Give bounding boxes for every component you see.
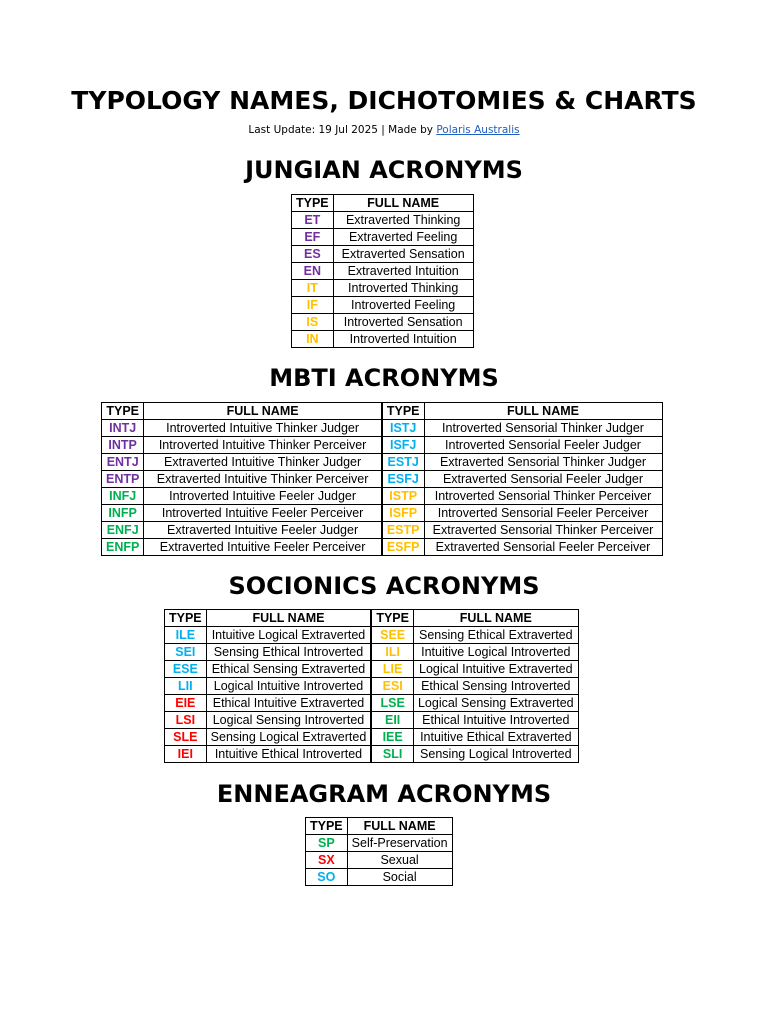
full-name: Self-Preservation xyxy=(347,835,452,852)
full-name: Extraverted Sensorial Thinker Judger xyxy=(424,454,662,471)
table-row xyxy=(165,729,579,746)
full-name: Intuitive Logical Introverted xyxy=(413,644,578,661)
type-code: LIE xyxy=(371,661,413,678)
full-name: Ethical Intuitive Extraverted xyxy=(206,695,371,712)
type-code: SP xyxy=(306,835,348,852)
full-name: Sensing Ethical Introverted xyxy=(206,644,371,661)
full-name: Sensing Ethical Extraverted xyxy=(413,627,578,644)
update-line xyxy=(0,124,768,136)
full-name: Intuitive Ethical Extraverted xyxy=(413,729,578,746)
enneagram-title: ENNEAGRAM ACRONYMS xyxy=(216,780,552,808)
full-name: Extraverted Sensorial Feeler Perceiver xyxy=(424,539,662,556)
table-header-row xyxy=(306,818,453,835)
full-name: Introverted Sensorial Feeler Perceiver xyxy=(424,505,662,522)
type-code: ES xyxy=(292,246,334,263)
header-type: TYPE xyxy=(102,403,144,420)
type-code: IF xyxy=(292,297,334,314)
full-name: Extraverted Sensation xyxy=(333,246,473,263)
type-code: EF xyxy=(292,229,334,246)
full-name: Extraverted Intuitive Thinker Judger xyxy=(144,454,382,471)
full-name: Intuitive Logical Extraverted xyxy=(206,627,371,644)
full-name: Logical Sensing Introverted xyxy=(206,712,371,729)
full-name: Introverted Intuitive Thinker Perceiver xyxy=(144,437,382,454)
enneagram-table xyxy=(305,817,453,886)
table-row xyxy=(165,661,579,678)
table-row xyxy=(102,437,663,454)
full-name: Introverted Intuitive Feeler Judger xyxy=(144,488,382,505)
type-code: ILI xyxy=(371,644,413,661)
table-row xyxy=(165,627,579,644)
table-row xyxy=(102,420,663,437)
type-code: SO xyxy=(306,869,348,886)
type-code: ESTP xyxy=(382,522,424,539)
header-full-name: FULL NAME xyxy=(347,818,452,835)
table-row xyxy=(292,212,474,229)
type-code: ESTJ xyxy=(382,454,424,471)
header-type: TYPE xyxy=(165,610,207,627)
full-name: Logical Intuitive Extraverted xyxy=(413,661,578,678)
type-code: ET xyxy=(292,212,334,229)
header-type: TYPE xyxy=(382,403,424,420)
full-name: Social xyxy=(347,869,452,886)
table-row xyxy=(292,229,474,246)
type-code: ENFJ xyxy=(102,522,144,539)
type-code: EIE xyxy=(165,695,207,712)
mbti-table xyxy=(101,402,663,556)
table-row xyxy=(306,835,453,852)
full-name: Introverted Sensorial Feeler Judger xyxy=(424,437,662,454)
full-name: Introverted Feeling xyxy=(333,297,473,314)
table-row xyxy=(165,678,579,695)
update-text: Last Update: 19 Jul 2025 | Made by xyxy=(248,124,437,136)
type-code: SEI xyxy=(165,644,207,661)
full-name: Introverted Intuitive Thinker Judger xyxy=(144,420,382,437)
table-row xyxy=(165,644,579,661)
header-full-name: FULL NAME xyxy=(144,403,382,420)
type-code: IEE xyxy=(371,729,413,746)
full-name: Extraverted Feeling xyxy=(333,229,473,246)
type-code: INFJ xyxy=(102,488,144,505)
type-code: EN xyxy=(292,263,334,280)
full-name: Extraverted Intuition xyxy=(333,263,473,280)
type-code: INFP xyxy=(102,505,144,522)
type-code: LII xyxy=(165,678,207,695)
table-row xyxy=(165,695,579,712)
type-code: IS xyxy=(292,314,334,331)
page-title: TYPOLOGY NAMES, DICHOTOMIES & CHARTS xyxy=(71,86,697,115)
header-type: TYPE xyxy=(292,195,334,212)
header-full-name: FULL NAME xyxy=(333,195,473,212)
full-name: Sexual xyxy=(347,852,452,869)
type-code: SX xyxy=(306,852,348,869)
type-code: INTP xyxy=(102,437,144,454)
table-row xyxy=(102,505,663,522)
type-code: ENFP xyxy=(102,539,144,556)
full-name: Ethical Intuitive Introverted xyxy=(413,712,578,729)
type-code: ISFJ xyxy=(382,437,424,454)
table-row xyxy=(306,869,453,886)
table-row xyxy=(292,314,474,331)
type-code: EII xyxy=(371,712,413,729)
header-type: TYPE xyxy=(306,818,348,835)
full-name: Extraverted Intuitive Thinker Perceiver xyxy=(144,471,382,488)
header-full-name: FULL NAME xyxy=(413,610,578,627)
full-name: Ethical Sensing Extraverted xyxy=(206,661,371,678)
table-row xyxy=(306,852,453,869)
type-code: ISTJ xyxy=(382,420,424,437)
table-header-row xyxy=(102,403,663,420)
full-name: Introverted Sensorial Thinker Perceiver xyxy=(424,488,662,505)
socionics-table xyxy=(164,609,579,763)
table-row xyxy=(165,746,579,763)
type-code: ISFP xyxy=(382,505,424,522)
type-code: ESI xyxy=(371,678,413,695)
type-code: IT xyxy=(292,280,334,297)
type-code: IN xyxy=(292,331,334,348)
table-row xyxy=(102,522,663,539)
full-name: Extraverted Sensorial Feeler Judger xyxy=(424,471,662,488)
table-row xyxy=(292,297,474,314)
table-row xyxy=(292,263,474,280)
type-code: LSE xyxy=(371,695,413,712)
socionics-title: SOCIONICS ACRONYMS xyxy=(228,572,540,600)
type-code: SEE xyxy=(371,627,413,644)
full-name: Extraverted Sensorial Thinker Perceiver xyxy=(424,522,662,539)
jungian-title: JUNGIAN ACRONYMS xyxy=(245,156,523,184)
table-row xyxy=(292,331,474,348)
table-row xyxy=(102,539,663,556)
type-code: IEI xyxy=(165,746,207,763)
table-row xyxy=(292,280,474,297)
jungian-table xyxy=(291,194,474,348)
mbti-title: MBTI ACRONYMS xyxy=(269,364,499,392)
author-link[interactable]: Polaris Australis xyxy=(436,124,520,136)
full-name: Extraverted Thinking xyxy=(333,212,473,229)
type-code: LSI xyxy=(165,712,207,729)
type-code: ESFP xyxy=(382,539,424,556)
table-row xyxy=(102,488,663,505)
full-name: Introverted Thinking xyxy=(333,280,473,297)
full-name: Logical Intuitive Introverted xyxy=(206,678,371,695)
full-name: Intuitive Ethical Introverted xyxy=(206,746,371,763)
header-type: TYPE xyxy=(371,610,413,627)
table-row xyxy=(102,471,663,488)
full-name: Introverted Sensation xyxy=(333,314,473,331)
type-code: ENTP xyxy=(102,471,144,488)
type-code: ILE xyxy=(165,627,207,644)
type-code: ESFJ xyxy=(382,471,424,488)
full-name: Logical Sensing Extraverted xyxy=(413,695,578,712)
table-header-row xyxy=(292,195,474,212)
full-name: Extraverted Intuitive Feeler Perceiver xyxy=(144,539,382,556)
table-header-row xyxy=(165,610,579,627)
header-full-name: FULL NAME xyxy=(206,610,371,627)
type-code: SLE xyxy=(165,729,207,746)
type-code: INTJ xyxy=(102,420,144,437)
full-name: Sensing Logical Introverted xyxy=(413,746,578,763)
table-row xyxy=(292,246,474,263)
full-name: Extraverted Intuitive Feeler Judger xyxy=(144,522,382,539)
type-code: ISTP xyxy=(382,488,424,505)
full-name: Ethical Sensing Introverted xyxy=(413,678,578,695)
full-name: Introverted Intuitive Feeler Perceiver xyxy=(144,505,382,522)
table-row xyxy=(102,454,663,471)
table-row xyxy=(165,712,579,729)
full-name: Sensing Logical Extraverted xyxy=(206,729,371,746)
type-code: ESE xyxy=(165,661,207,678)
header-full-name: FULL NAME xyxy=(424,403,662,420)
type-code: ENTJ xyxy=(102,454,144,471)
full-name: Introverted Sensorial Thinker Judger xyxy=(424,420,662,437)
type-code: SLI xyxy=(371,746,413,763)
full-name: Introverted Intuition xyxy=(333,331,473,348)
